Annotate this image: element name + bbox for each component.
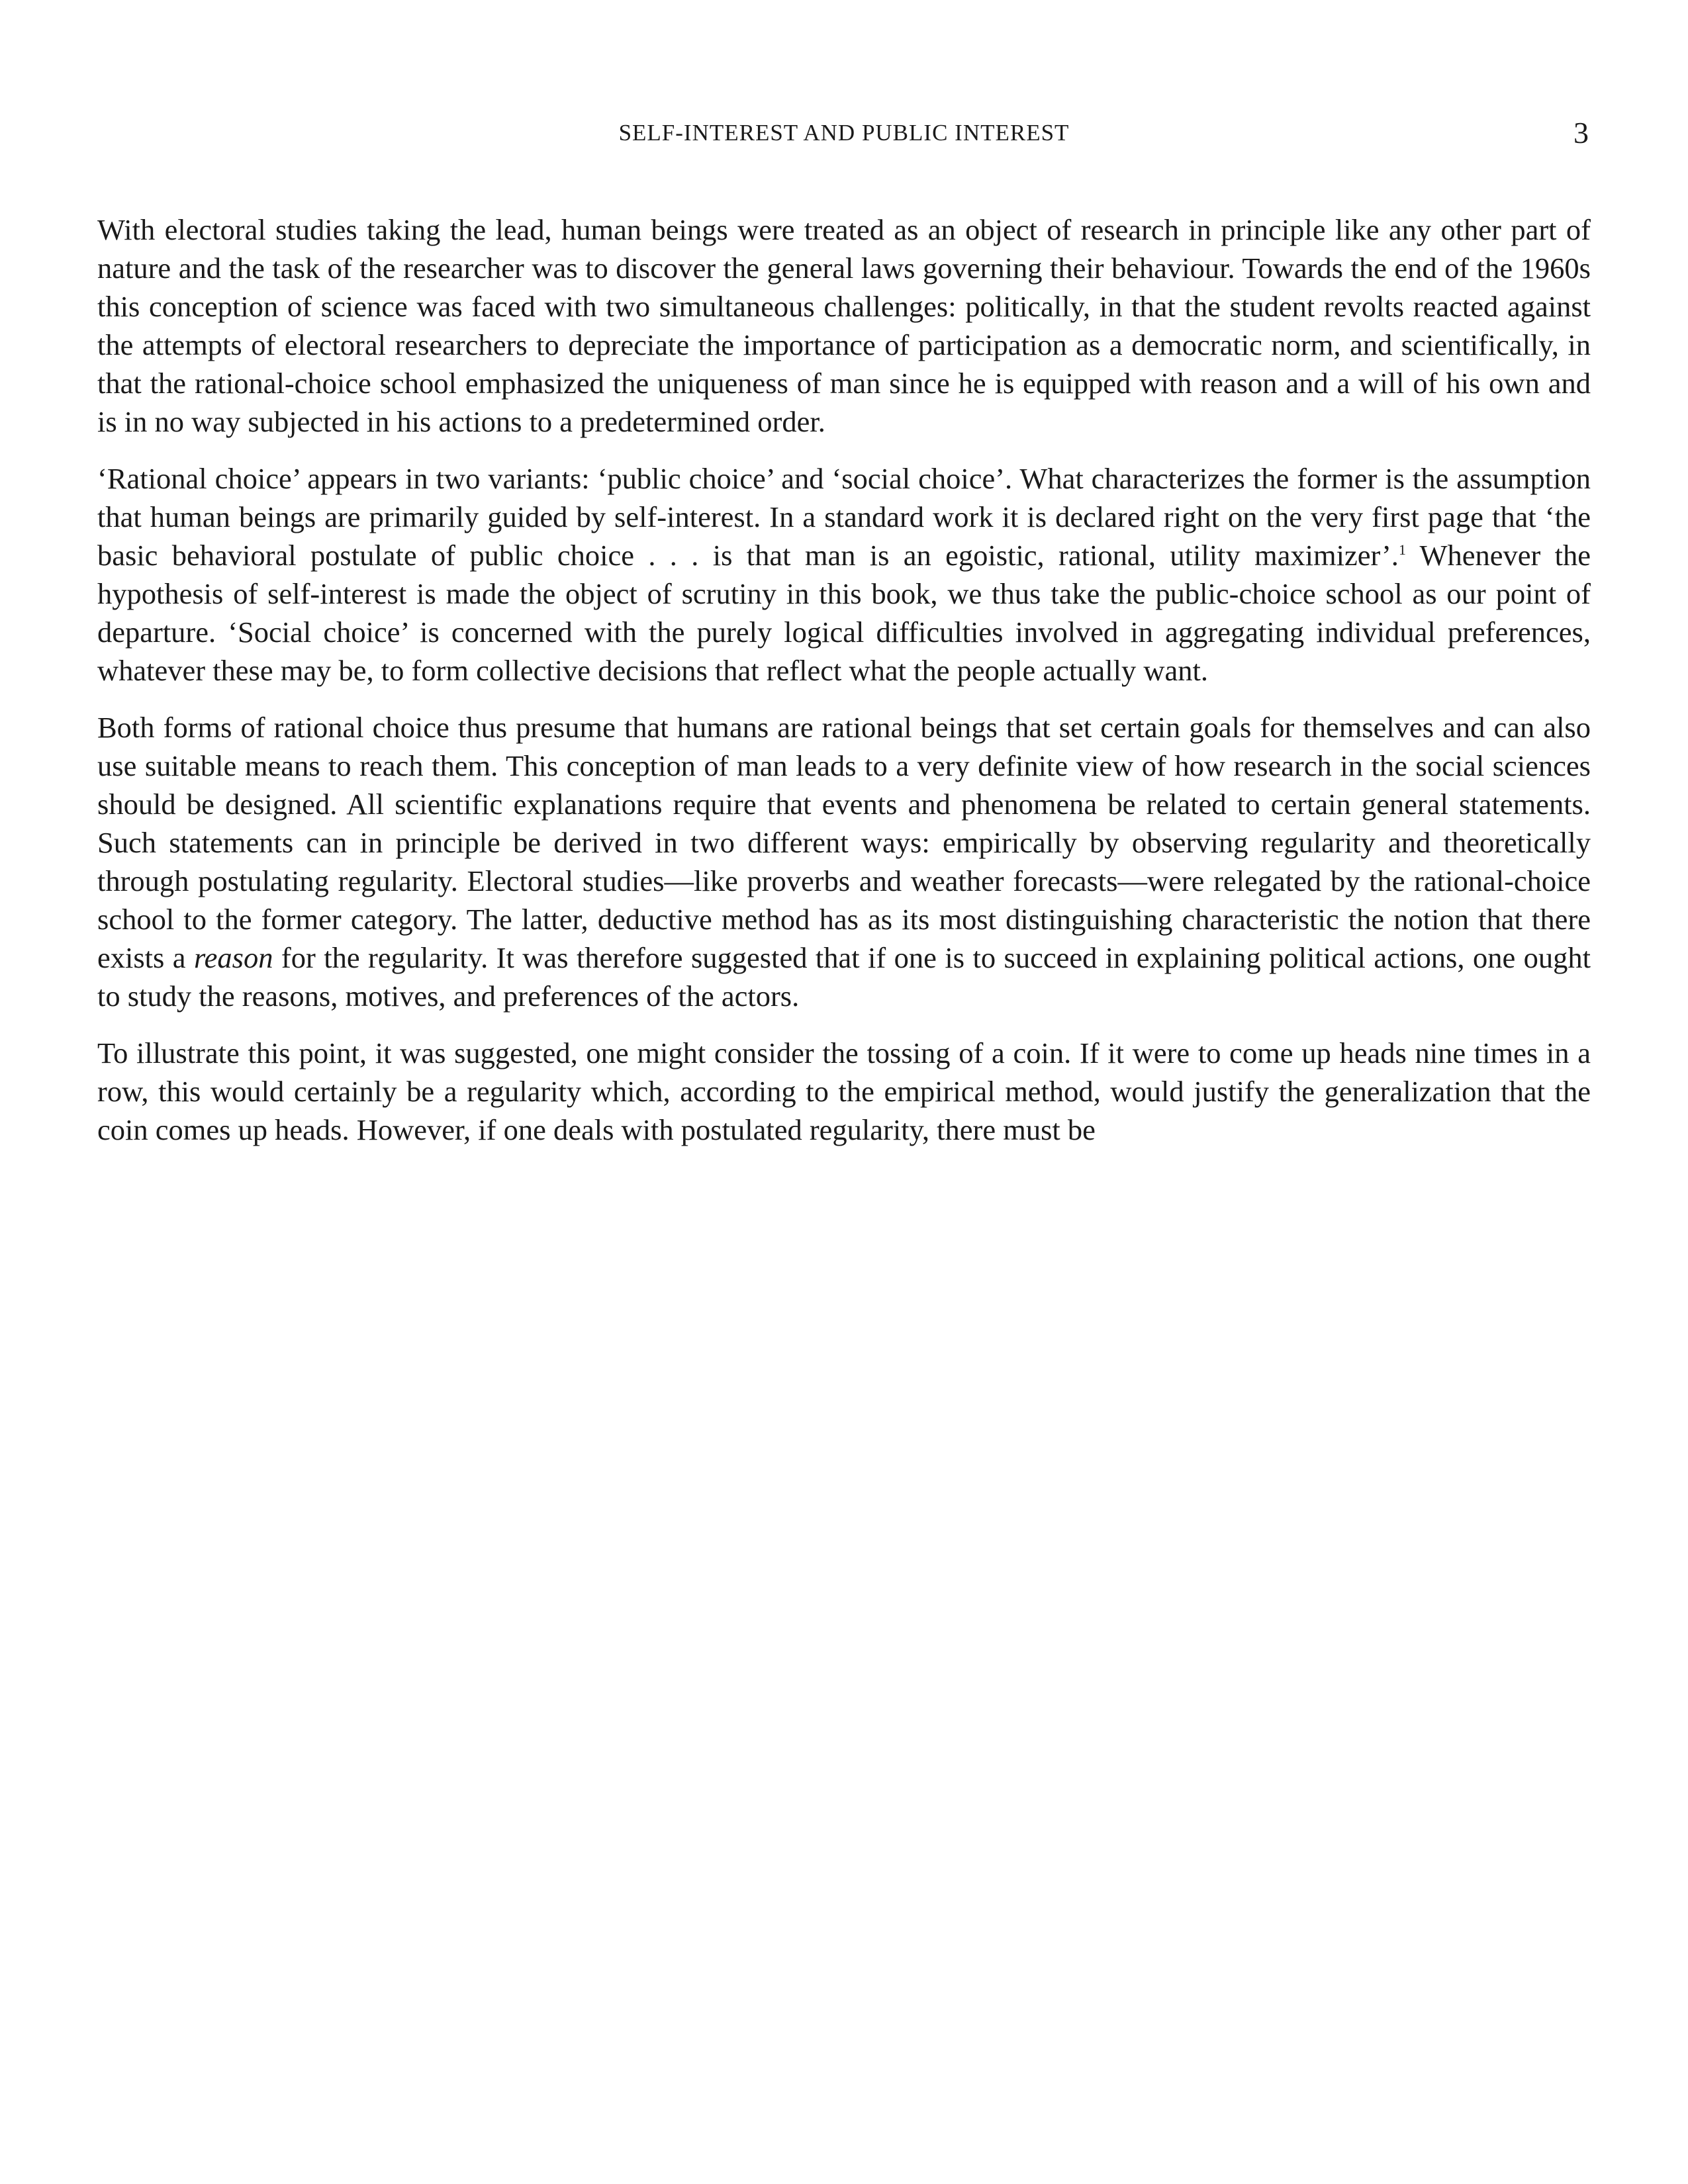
- paragraph-1: With electoral studies taking the lead, human beings were treated as an object of research in principle like any other part of nature and the task of the researcher was to discover the general laws governing their behaviour. Towards the end of the 1960s this conception of science was faced with two simultaneous challenges: politically, in that the student revolts reacted against the attempts of electoral researchers to depreciate the importance of participation as a democratic norm, and scientifically, in that the rational-choice school emphasized the uniqueness of man since he is equipped with reason and a will of his own and is in no way subjected in his actions to a predetermined order.: [97, 213, 1591, 438]
- paragraph-2-text-before-note: ‘Rational choice’ appears in two variants: ‘public choice’ and ‘social choice’. What characterizes the former is the assumption that human beings are primarily guided by self-interest. In a standard work it is declared right on the very first page that ‘the basic behavioral postulate of public choice . . . is that man is an egoistic, rational, utility maximizer’.: [97, 462, 1591, 572]
- emphasized-word: reason: [193, 941, 273, 974]
- paragraph-3: [97, 708, 1591, 1015]
- running-title: SELF-INTEREST AND PUBLIC INTEREST: [618, 120, 1070, 146]
- paragraph-2-text-after-note: Whenever the hypothesis of self-interest is made the object of scrutiny in this book, we thus take the public-choice school as our point of departure. ‘Social choice’ is concerned with the purely logical difficulties involved in aggregating individual preferences, whatever these may be, to form collective decisions that reflect what the people actually want.: [97, 539, 1591, 687]
- page-number: 3: [1573, 116, 1589, 150]
- footnote-reference: 1: [1398, 541, 1406, 559]
- paragraph-3-text-after-emphasis: for the regularity. It was therefore suggested that if one is to succeed in explaining political actions, one ought to study the reasons, motives, and preferences of the actors.: [97, 941, 1591, 1013]
- paragraph-4: To illustrate this point, it was suggested, one might consider the tossing of a coin. If it were to come up heads nine times in a row, this would certainly be a regularity which, according to the empirical method, would justify the generalization that the coin comes up heads. However, if one deals with postulated regularity, there must be: [97, 1036, 1591, 1146]
- paragraph-2: [97, 459, 1591, 690]
- paragraph-3-text-before-emphasis: Both forms of rational choice thus presume that humans are rational beings that set certain goals for themselves and can also use suitable means to reach them. This conception of man leads to a very definite view of how research in the social sciences should be designed. All scientific explanations require that events and phenomena be related to certain general statements. Such statements can in principle be derived in two different ways: empirically by observing regularity and theoretically through postulating regularity. Electoral studies—like proverbs and weather forecasts—were relegated by the rational-choice school to the former category. The latter, deductive method has as its most distinguishing characteristic the notion that there exists a: [97, 711, 1591, 974]
- running-header: [0, 116, 1688, 150]
- body-text: [97, 210, 1591, 1167]
